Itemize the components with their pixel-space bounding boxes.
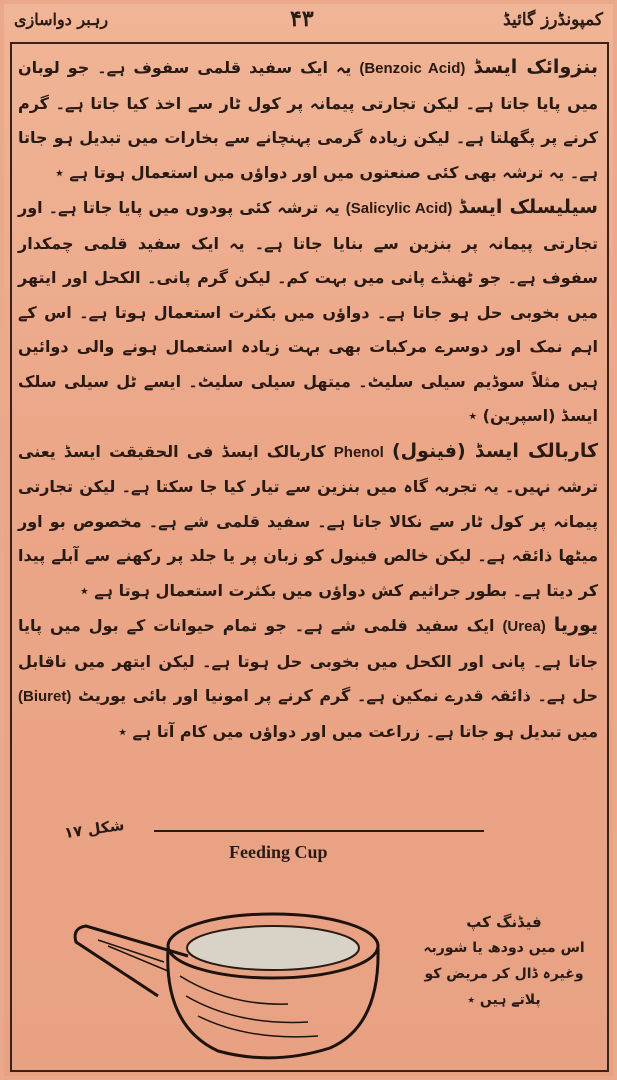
biuret-english: (Biuret) [18, 688, 72, 705]
series-title: رہبر دواسازی [14, 10, 109, 29]
urea-text-continued: میں تبدیل ہو جاتا ہے۔ زراعت میں اور دواؤں میں کام آتا ہے ٭ [118, 721, 598, 741]
salicylic-acid-text: یہ ترشہ کئی پودوں میں پایا جاتا ہے۔ اور تجارتی پیمانہ پر بنزین سے بنایا جاتا ہے۔ یہ ایک سفید قلمی چمکدار سفوف ہے۔ جو ٹھنڈے پانی میں بہت کم۔ لیکن گرم پانی۔ الکحل اور ایتھر میں بخوبی حل ہو جاتا ہے۔ دواؤں میں بکثرت استعمال ہوتا ہے۔ اس کے اہم نمک اور دوسرے مرکبات بھی بہت زیادہ استعمال ہونے والی دوائیں ہیں مثلاً سوڈیم سیلی سلیٹ۔ میتھل سیلی سلیٹ۔ ایسے ٹل سیلی سلک ایسڈ (اسپرین) ٭ [18, 198, 598, 425]
book-title: کمپونڈرز گائیڈ [503, 10, 603, 30]
benzoic-acid-english: (Benzoic Acid) [359, 60, 466, 77]
carbolic-acid-english: Phenol [333, 443, 384, 461]
figure-caption [414, 909, 594, 1013]
urea-title: یوریا [553, 614, 598, 636]
figure-label: شکل ۱۷ [63, 815, 126, 843]
benzoic-acid-title: بنزوائک ایسڈ [473, 56, 598, 78]
section-divider [154, 830, 484, 832]
feeding-cup-illustration [68, 876, 398, 1066]
page-header [4, 4, 613, 40]
book-page [4, 4, 613, 1076]
salicylic-acid-section [18, 190, 598, 434]
carbolic-acid-title: کاربالک ایسڈ (فینول) [391, 439, 599, 462]
article-body [18, 50, 598, 749]
benzoic-acid-section [18, 50, 598, 190]
page-number: ۴۳ [290, 6, 314, 32]
salicylic-acid-english: (Salicylic Acid) [345, 200, 453, 217]
carbolic-acid-section [18, 434, 598, 609]
benzoic-acid-text: یہ ایک سفید قلمی سفوف ہے۔ جو لوبان میں پایا جاتا ہے۔ لیکن تجارتی پیمانہ پر کول ٹار سے اخذ کیا جاتا ہے۔ گرم کرنے پر پگھلتا ہے۔ لیکن زیادہ گرمی پہنچانے سے بخارات میں تبدیل ہو جاتا ہے۔ یہ ترشہ بھی کئی صنعتوں میں اور دواؤں میں استعمال ہوتا ہے ٭ [18, 58, 598, 182]
urea-text: ایک سفید قلمی شے ہے۔ جو تمام حیوانات کے بول میں پایا جاتا ہے۔ پانی اور الکحل میں بخوبی حل ہوتا ہے۔ لیکن ایتھر میں ناقابل حل ہے۔ ذائقہ قدرے نمکین ہے۔ گرم کرنے پر امونیا اور بائی یوریٹ [18, 616, 599, 705]
caption-title: فیڈنگ کپ [466, 913, 542, 931]
carbolic-acid-text: کاربالک ایسڈ فی الحقیقت ایسڈ یعنی ترشہ نہیں۔ یہ تجربہ گاہ میں بنزین سے تیار کیا جا سکتا ہے۔ لیکن تجارتی پیمانہ پر کول ٹار سے نکالا جاتا ہے۔ سفید قلمی شے ہے۔ مخصوص بو اور میٹھا ذائقہ ہے۔ لیکن خالص فینول کو زبان پر یا جلد پر رکھنے سے آبلے پیدا کر دیتا ہے۔ بطور جراثیم کش دواؤں میں بکثرت استعمال ہوتا ہے ٭ [18, 441, 598, 600]
salicylic-acid-title: سیلیسلک ایسڈ [458, 196, 598, 218]
cup-liquid [187, 926, 359, 970]
urea-section [18, 608, 598, 749]
figure-title: Feeding Cup [229, 842, 328, 862]
caption-text: اس میں دودھ یا شوربہ وغیرہ ڈال کر مریض کو پلاتے ہیں ٭ [423, 940, 585, 1008]
urea-english: (Urea) [502, 618, 546, 635]
